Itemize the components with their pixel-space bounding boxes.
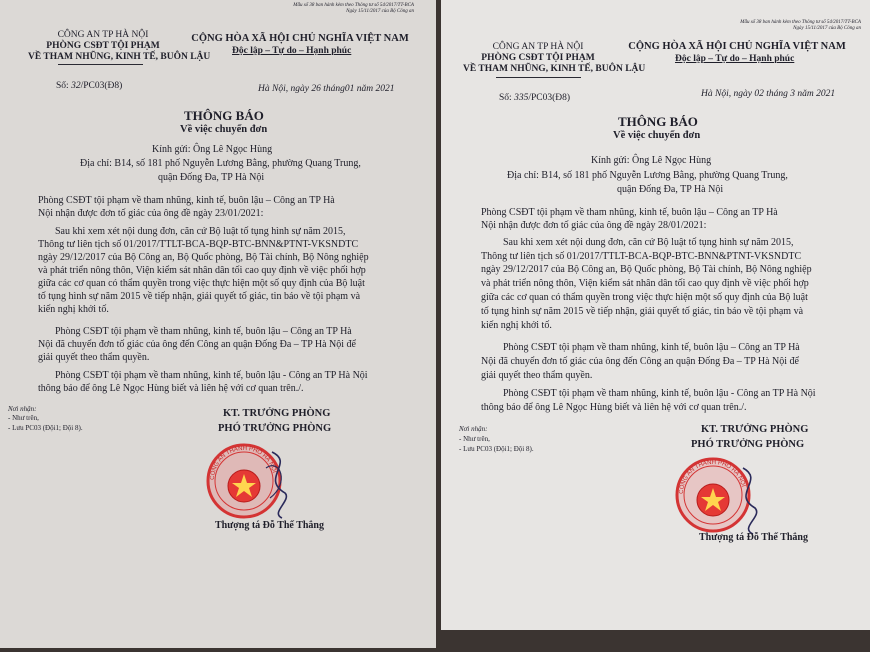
body-line: ngày 29/12/2017 của Bộ Công an, Bộ Quốc phòng, Bộ Tài chính, Bộ Nông nghiệp [38,252,369,263]
red-official-seal-icon [669,452,769,538]
form-note [681,20,861,32]
left-document [0,0,436,648]
body-line: Phòng CSĐT tội phạm về tham nhũng, kinh tế, buôn lậu – Công an TP Hà [55,326,352,337]
agency-underline [496,77,581,78]
body-line: Nội nhận được đơn tố giác của ông đề ngày 28/01/2021: [481,220,707,231]
date-day: 26 [311,84,321,94]
body-line: Nội đã chuyển đơn tố giác của ông đến Công an quận Đống Đa – TP Hà Nội để [481,356,799,367]
body-line: ngày 29/12/2017 của Bộ Công an, Bộ Quốc phòng, Bộ Tài chính, Bộ Nông nghiệp [481,264,812,275]
red-official-seal-icon [200,438,300,524]
form-note-line-1: Mẫu số 38 ban hành kèm theo Thông tư số 54/2017/TT-BCA [293,3,414,8]
document-number: Số: 335/PC03(Đ8) [499,93,571,103]
body-line: Nội đã chuyển đơn tố giác của ông đến Công an quận Đống Đa – TP Hà Nội để [38,339,356,350]
national-motto: Độc lập – Tự do – Hạnh phúc [232,46,352,56]
body-line: giữa các cơ quan có thẩm quyền trong việc thực hiện một số quy định của Bộ luật [38,278,365,289]
form-note [254,3,414,15]
body-line: Phòng CSĐT tội phạm về tham nhũng, kinh tế, buôn lậu - Công an TP Hà Nội [55,370,368,381]
sign-title-1: KT. TRƯỞNG PHÒNG [701,424,809,435]
national-title: CỘNG HÒA XÃ HỘI CHỦ NGHĨA VIỆT NAM [628,41,846,52]
body-line: Sau khi xem xét nội dung đơn, căn cứ Bộ luật tố tụng hình sự năm 2015, [503,237,794,248]
body-line: Phòng CSĐT tội phạm về tham nhũng, kinh tế, buôn lậu – Công an TP Hà [38,195,335,206]
national-title: CỘNG HÒA XÃ HỘI CHỦ NGHĨA VIỆT NAM [191,33,409,44]
sign-title-2: PHÓ TRƯỞNG PHÒNG [691,439,805,450]
sign-title-2: PHÓ TRƯỞNG PHÒNG [218,423,332,434]
agency-line-1: CÔNG AN TP HÀ NỘI [57,30,149,40]
agency-line-2: PHÒNG CSĐT TỘI PHẠM [46,41,160,51]
date-month: 01 [344,84,355,94]
body-line: thông báo để ông Lê Ngọc Hùng biết và liên hệ với cơ quan trên./. [481,402,747,413]
number-handwritten: 32 [71,81,81,91]
svg-text:CÔNG AN THÀNH PHỐ HÀ NỘI: CÔNG AN THÀNH PHỐ HÀ NỘI [209,445,278,481]
issuing-agency [463,42,646,75]
body-line: Thông tư liên tịch số 01/2017/TTLT-BCA-BQP-BTC-BNN&PTNT-VKSNDTC [481,251,802,262]
number-handwritten: 335 [514,93,529,103]
agency-line-2: PHÒNG CSĐT TỘI PHẠM [481,53,595,63]
recipients-item-2: - Lưu PC03 (Đội1; Đội 8). [459,445,534,453]
body-line: Thông tư liên tịch số 01/2017/TTLT-BCA-BQP-BTC-BNN&PTNT-VKSNDTC [38,239,359,250]
body-line: Phòng CSĐT tội phạm về tham nhũng, kinh tế, buôn lậu – Công an TP Hà [503,342,800,353]
document-title: THÔNG BÁO [184,108,264,123]
issuing-agency [28,30,211,63]
body-line: kiến nghị khởi tố. [38,304,109,315]
document-date: Hà Nội, ngày 02 tháng 3 năm 2021 [701,89,836,99]
sign-title-1: KT. TRƯỞNG PHÒNG [223,408,331,419]
agency-line-1: CÔNG AN TP HÀ NỘI [492,42,584,52]
body-line: Phòng CSĐT tội phạm về tham nhũng, kinh tế, buôn lậu – Công an TP Hà [481,207,778,218]
form-note-line-1: Mẫu số 38 ban hành kèm theo Thông tư số 54/2017/TT-BCA [740,20,861,25]
recipients-item-1: - Như trên, [8,414,39,422]
address-line-1: Địa chỉ: B14, số 181 phố Nguyễn Lương Bằng, phường Quang Trung, [507,170,788,181]
body-line: giữa các cơ quan có thẩm quyền trong việc thực hiện một số quy định của Bộ luật [481,292,808,303]
body-line: Sau khi xem xét nội dung đơn, căn cứ Bộ luật tố tụng hình sự năm 2015, [55,226,346,237]
agency-line-3: VỀ THAM NHŨNG, KINH TẾ, BUÔN LẬU [28,52,211,62]
signer-name: Thượng tá Đỗ Thế Thắng [215,520,324,531]
recipients-item-1: - Như trên, [459,435,490,443]
body-line: Nội nhận được đơn tố giác của ông đề ngày 23/01/2021: [38,208,264,219]
date-month: 3 [790,89,795,99]
body-line: Phòng CSĐT tội phạm về tham nhũng, kinh tế, buôn lậu - Công an TP Hà Nội [503,388,816,399]
body-line: giải quyết theo thẩm quyền. [38,352,150,363]
agency-line-3: VỀ THAM NHŨNG, KINH TẾ, BUÔN LẬU [463,64,646,74]
address-line-1: Địa chỉ: B14, số 181 phố Nguyễn Lương Bằng, phường Quang Trung, [80,158,361,169]
document-number: Số: 32/PC03(Đ8) [56,81,123,91]
body-line: kiến nghị khởi tố. [481,320,552,331]
national-motto: Độc lập – Tự do – Hạnh phúc [675,54,795,64]
body-line: thông báo để ông Lê Ngọc Hùng biết và liên hệ với cơ quan trên./. [38,383,304,394]
form-note-line-2: Ngày 15/11/2017 của Bộ Công an [346,9,414,14]
signer-name: Thượng tá Đỗ Thế Thắng [699,532,808,543]
document-subtitle: Về việc chuyển đơn [613,130,701,141]
recipients-label: Nơi nhận: [8,405,37,413]
body-line: và phát triển nông thôn, Viện kiểm sát nhân dân tối cao quy định về việc phối hợp [481,278,809,289]
body-line: tố tụng hình sự năm 2015 về tiếp nhận, giải quyết tố giác, tin báo về tội phạm và [38,291,361,302]
form-note-line-2: Ngày 15/11/2017 của Bộ Công an [793,26,861,31]
recipient: Kính gửi: Ông Lê Ngọc Hùng [591,155,712,166]
right-document [441,0,870,630]
document-date: Hà Nội, ngày 26 tháng01 năm 2021 [258,84,395,94]
recipients-item-2: - Lưu PC03 (Đội1; Đội 8). [8,424,83,432]
body-line: và phát triển nông thôn, Viện kiểm sát nhân dân tối cao quy định về việc phối hợp [38,265,366,276]
document-title: THÔNG BÁO [618,114,698,129]
svg-text:CÔNG AN THÀNH PHỐ HÀ NỘI: CÔNG AN THÀNH PHỐ HÀ NỘI [678,459,747,495]
agency-underline [58,64,143,65]
date-day: 02 [754,89,764,99]
recipients-label: Nơi nhận: [459,425,488,433]
body-line: giải quyết theo thẩm quyền. [481,370,593,381]
recipient: Kính gửi: Ông Lê Ngọc Hùng [152,144,273,155]
address-line-2: quận Đống Đa, TP Hà Nội [617,184,724,195]
body-line: tố tụng hình sự năm 2015 về tiếp nhận, giải quyết tố giác, tin báo về tội phạm và [481,306,804,317]
address-line-2: quận Đống Đa, TP Hà Nội [158,172,265,183]
document-subtitle: Về việc chuyển đơn [180,124,268,135]
